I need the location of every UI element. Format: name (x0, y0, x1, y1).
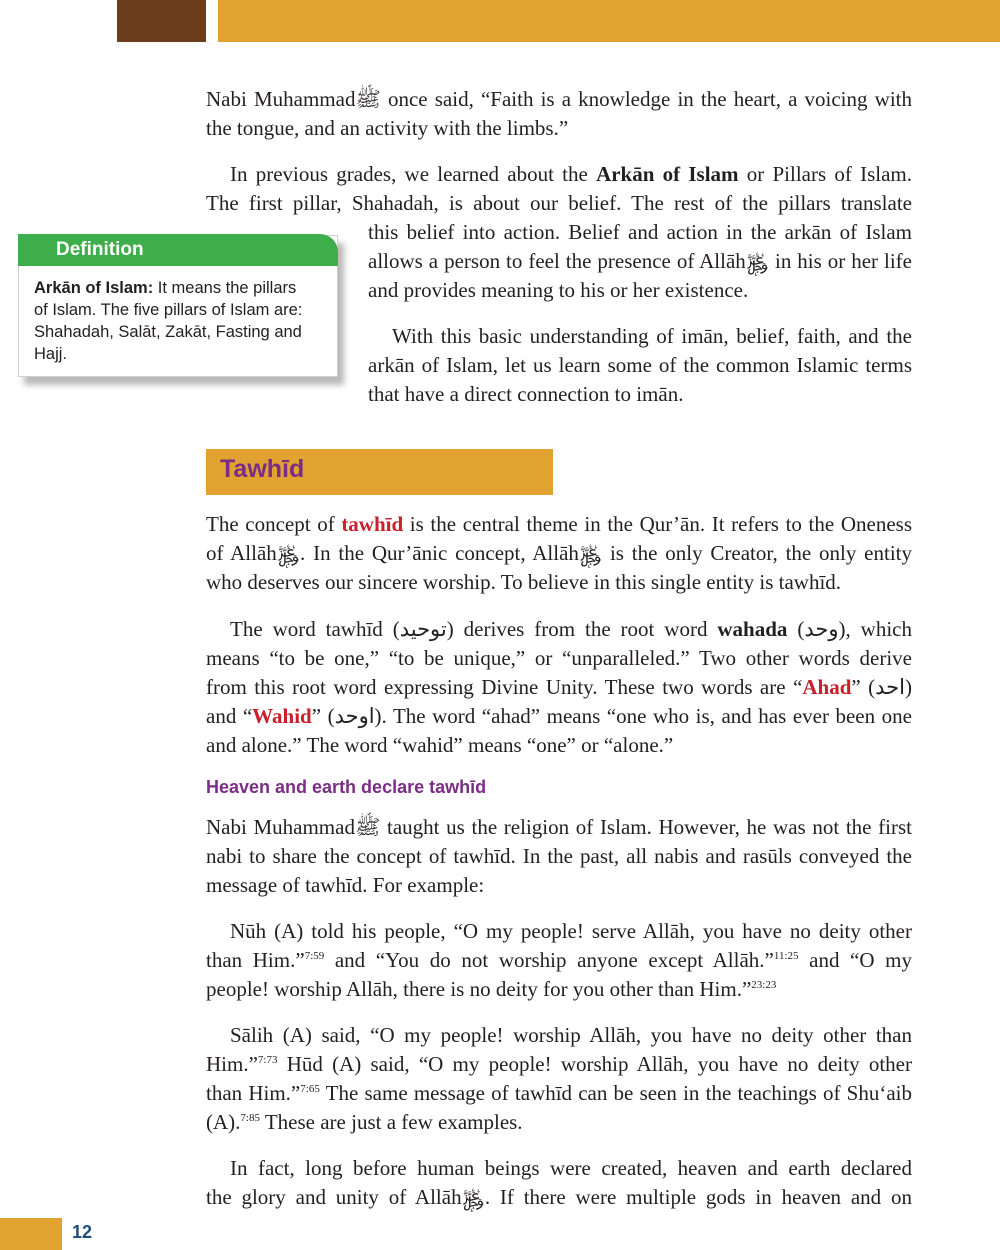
tawhid-paragraph-1 (206, 510, 912, 597)
footer-gold-bar (0, 1218, 62, 1250)
text-line: In previous grades, we learned about the Arkān of Islam or Pillars of Islam. (230, 162, 913, 186)
text-line: than Him.”$^{7:65}$ The same message of tawhīd can be seen in the teachings of Shu‘aib (206, 1081, 912, 1105)
heaven-paragraph-1 (206, 813, 912, 900)
text-line: Nabi Muhammadﷺ taught us the religion of Islam. However, he was not the first (206, 815, 912, 839)
text-line: than Him.”$^{7:59}$ and “You do not worship anyone except Allāh.”$^{11:25}$ and “O my (206, 948, 912, 972)
heaven-paragraph-4 (206, 1154, 912, 1212)
text-line: The concept of tawhīd is the central theme in the Qur’ān. It refers to the Oneness (206, 512, 912, 536)
text-line: arkān of Islam, let us learn some of the common Islamic terms (368, 353, 912, 377)
text-line: message of tawhīd. For example: (206, 873, 485, 897)
page-number: 12 (72, 1222, 93, 1242)
text-line: means “to be one,” “to be unique,” or “unparalleled.” Two other words derive (206, 646, 912, 670)
text-line: nabi to share the concept of tawhīd. In the past, all nabis and rasūls conveyed the (206, 844, 912, 868)
text-line: who deserves our sincere worship. To believe in this single entity is tawhīd. (206, 570, 842, 594)
definition-title: Definition (56, 239, 144, 260)
text-line: Nabi Muhammadﷺ once said, “Faith is a knowledge in the heart, a voicing with (206, 87, 912, 111)
text-line: of Islam. The five pillars of Islam are: (34, 301, 303, 319)
section-heading: Tawhīd (220, 455, 305, 483)
text-line: from this root word expressing Divine Unity. These two words are “Ahad” (احد) (206, 675, 912, 699)
text-line: The word tawhīd (توحيد) derives from the root word wahada (وحد), which (230, 617, 912, 641)
text-line: that have a direct connection to imān. (368, 382, 684, 406)
text-line: Him.”$^{7:73}$ Hūd (A) said, “O my people! worship Allāh, you have no deity other (206, 1052, 912, 1076)
text-line: the tongue, and an activity with the limbs.” (206, 116, 569, 140)
text-line: allows a person to feel the presence of Allāh﷿ in his or her life (368, 249, 912, 273)
text-line: In fact, long before human beings were created, heaven and earth declared (230, 1156, 912, 1180)
text-line: this belief into action. Belief and action in the arkān of Islam (368, 220, 912, 244)
heaven-paragraph-3 (206, 1021, 912, 1137)
header-gold-bar (218, 0, 1000, 42)
text-line: The first pillar, Shahadah, is about our belief. The rest of the pillars translate (206, 191, 912, 215)
text-line: Arkān of Islam: It means the pillars (34, 279, 297, 297)
text-line: (A).$^{7:85}$ These are just a few examples. (206, 1110, 523, 1134)
text-line: and alone.” The word “wahid” means “one” or “alone.” (206, 733, 674, 757)
text-line: Sālih (A) said, “O my people! worship Allāh, you have no deity other than (230, 1023, 912, 1047)
text-line: the glory and unity of Allāh﷿. If there were multiple gods in heaven and on (206, 1185, 912, 1209)
text-line: Nūh (A) told his people, “O my people! serve Allāh, you have no deity other (230, 919, 912, 943)
subheading: Heaven and earth declare tawhīd (206, 777, 487, 797)
text-line: and provides meaning to his or her existence. (368, 278, 749, 302)
text-line: With this basic understanding of imān, belief, faith, and the (392, 324, 912, 348)
text-line: of Allāh﷿. In the Qur’ānic concept, Allāh﷿ is the only Creator, the only entity (206, 541, 912, 565)
heaven-paragraph-2 (206, 917, 912, 1004)
text-line: Hajj. (34, 345, 68, 363)
intro-paragraph-2 (206, 160, 912, 218)
tawhid-paragraph-2 (206, 615, 912, 760)
intro-paragraph-3 (368, 322, 912, 409)
definition-text (34, 277, 322, 365)
text-line: people! worship Allāh, there is no deity for you other than Him.”$^{23:23}$ (206, 977, 777, 1001)
intro-paragraph-1 (206, 85, 912, 143)
intro-paragraph-2-continued (368, 218, 912, 305)
text-line: and “Wahid” (اوحد). The word “ahad” means “one who is, and has ever been one (206, 704, 912, 728)
text-line: Shahadah, Salāt, Zakāt, Fasting and (34, 323, 302, 341)
header-brown-bar (117, 0, 206, 42)
